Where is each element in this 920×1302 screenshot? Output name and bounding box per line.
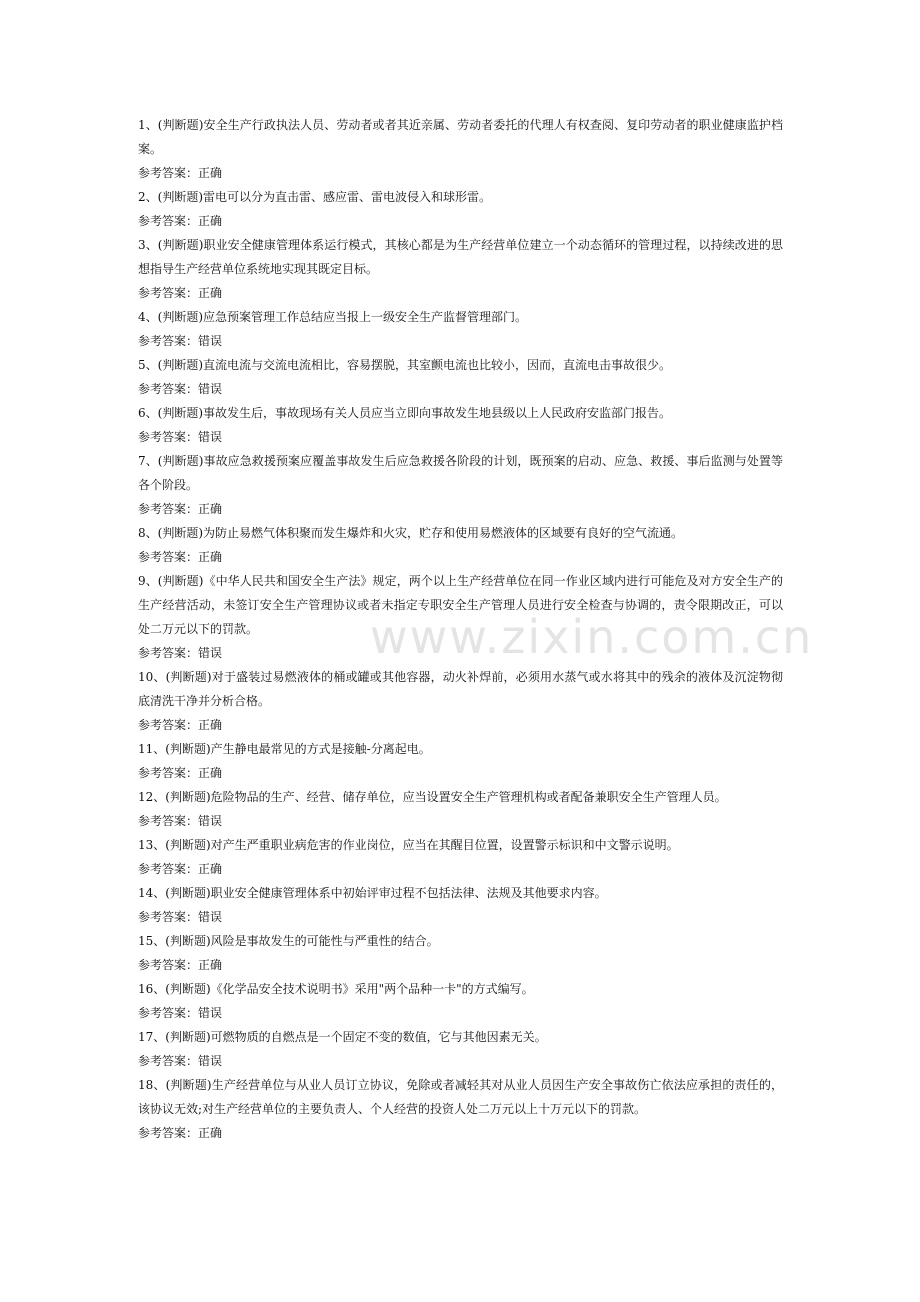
list-item [138,185,783,233]
list-item [138,521,783,569]
question-text: 13、(判断题)对产生严重职业病危害的作业岗位，应当在其醒目位置，设置警示标识和中文警示说明。 [138,838,679,852]
list-item [138,1073,783,1145]
question-text: 9、(判断题)《中华人民共和国安全生产法》规定，两个以上生产经营单位在同一作业区域内进行可能危及对方安全生产的生产经营活动，未签订安全生产管理协议或者未指定专职安全生产管理人员进行安全检查与协调的，责令限期改正，可以处二万元以下的罚款。 [138,574,783,636]
answer-text: 参考答案：错误 [138,1006,223,1020]
list-item [138,233,783,305]
question-text: 17、(判断题)可燃物质的自燃点是一个固定不变的数值，它与其他因素无关。 [138,1030,547,1044]
question-text: 4、(判断题)应急预案管理工作总结应当报上一级安全生产监督管理部门。 [138,310,528,324]
list-item [138,929,783,977]
answer-text: 参考答案：错误 [138,1054,223,1068]
question-text: 8、(判断题)为防止易燃气体积聚而发生爆炸和火灾，贮存和使用易燃液体的区域要有良好的空气流通。 [138,526,684,540]
answer-text: 参考答案：正确 [138,550,223,564]
question-text: 10、(判断题)对于盛装过易燃液体的桶或罐或其他容器，动火补焊前，必须用水蒸气或水将其中的残余的液体及沉淀物彻底清洗干净并分析合格。 [138,670,783,708]
list-item [138,977,783,1025]
answer-text: 参考答案：错误 [138,646,223,660]
answer-text: 参考答案：错误 [138,430,223,444]
list-item [138,785,783,833]
question-text: 15、(判断题)风险是事故发生的可能性与严重性的结合。 [138,934,439,948]
question-text: 5、(判断题)直流电流与交流电流相比，容易摆脱，其室颤电流也比较小，因而，直流电击事故很少。 [138,358,672,372]
question-text: 11、(判断题)产生静电最常见的方式是接触-分离起电。 [138,742,431,756]
question-text: 18、(判断题)生产经营单位与从业人员订立协议，免除或者减轻其对从业人员因生产安全事故伤亡依法应承担的责任的，该协议无效;对生产经营单位的主要负责人、个人经营的投资人处二万元以上十万元以下的罚款。 [138,1078,783,1116]
watermark-text: www.zixin.com.cn [370,610,814,664]
answer-text: 参考答案：正确 [138,166,223,180]
question-text: 1、(判断题)安全生产行政执法人员、劳动者或者其近亲属、劳动者委托的代理人有权查阅、复印劳动者的职业健康监护档案。 [138,118,783,156]
question-text: 6、(判断题)事故发生后，事故现场有关人员应当立即向事故发生地县级以上人民政府安监部门报告。 [138,406,672,420]
answer-text: 参考答案：错误 [138,814,223,828]
answer-text: 参考答案：正确 [138,766,223,780]
list-item [138,113,783,185]
list-item [138,665,783,737]
list-item [138,401,783,449]
list-item [138,569,783,665]
answer-text: 参考答案：错误 [138,334,223,348]
answer-text: 参考答案：正确 [138,862,223,876]
answer-text: 参考答案：正确 [138,1126,223,1140]
answer-text: 参考答案：正确 [138,502,223,516]
answer-text: 参考答案：正确 [138,958,223,972]
list-item [138,305,783,353]
answer-text: 参考答案：正确 [138,214,223,228]
question-text: 3、(判断题)职业安全健康管理体系运行模式，其核心都是为生产经营单位建立一个动态循环的管理过程，以持续改进的思想指导生产经营单位系统地实现其既定目标。 [138,238,783,276]
answer-text: 参考答案：错误 [138,382,223,396]
question-text: 14、(判断题)职业安全健康管理体系中初始评审过程不包括法律、法规及其他要求内容。 [138,886,607,900]
list-item [138,833,783,881]
question-text: 2、(判断题)雷电可以分为直击雷、感应雷、雷电波侵入和球形雷。 [138,190,492,204]
list-item [138,1025,783,1073]
question-list [138,113,783,1145]
list-item [138,737,783,785]
answer-text: 参考答案：正确 [138,718,223,732]
question-text: 16、(判断题)《化学品安全技术说明书》采用"两个品种一卡"的方式编写。 [138,982,534,996]
list-item [138,353,783,401]
question-text: 12、(判断题)危险物品的生产、经营、储存单位，应当设置安全生产管理机构或者配备兼职安全生产管理人员。 [138,790,727,804]
list-item [138,881,783,929]
answer-text: 参考答案：正确 [138,286,223,300]
list-item [138,449,783,521]
question-text: 7、(判断题)事故应急救援预案应覆盖事故发生后应急救援各阶段的计划，既预案的启动、应急、救援、事后监测与处置等各个阶段。 [138,454,783,492]
answer-text: 参考答案：错误 [138,910,223,924]
